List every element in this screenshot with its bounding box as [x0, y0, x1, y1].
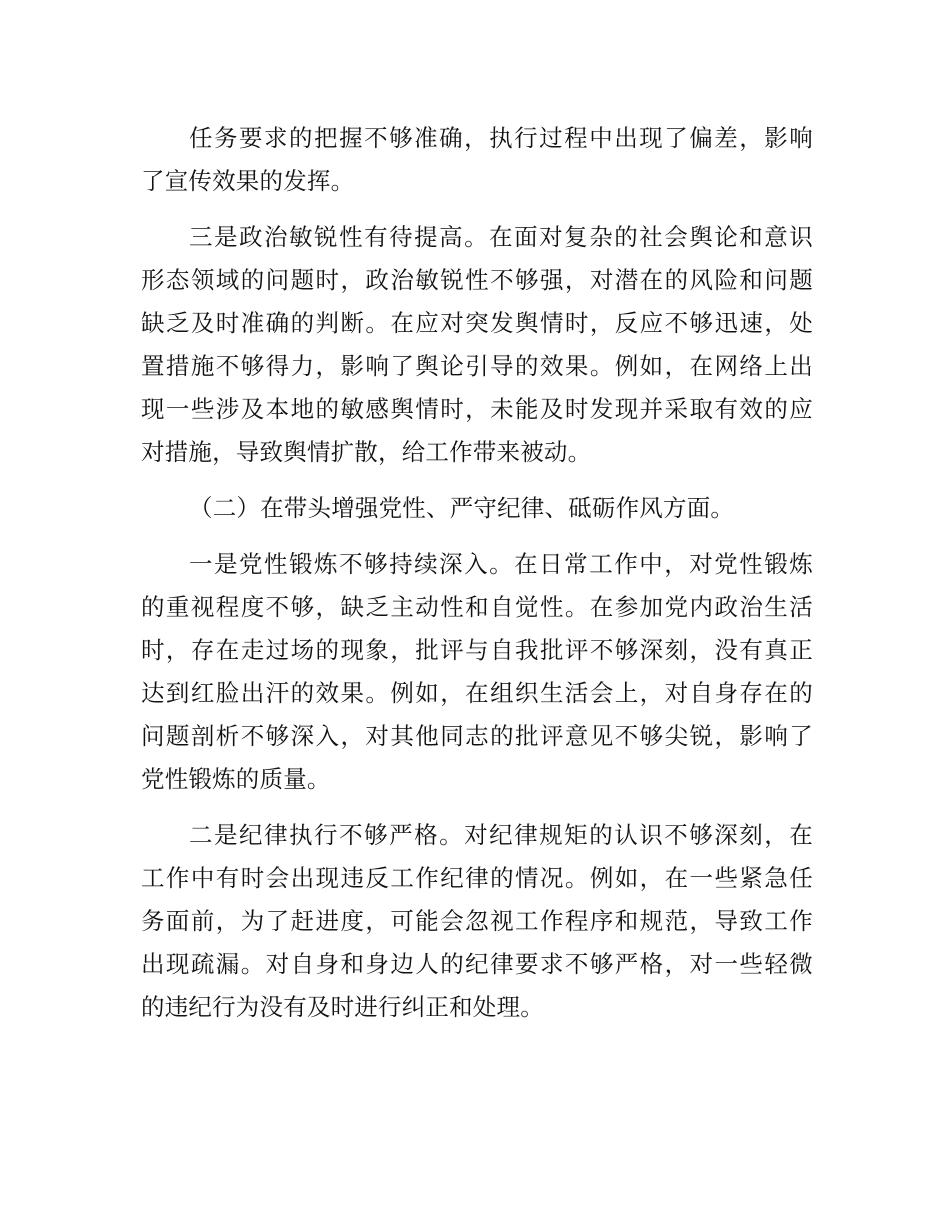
section-heading — [141, 487, 813, 530]
text-line: 达到红脸出汗的效果。例如，在组织生活会上，对自身存在的 — [141, 679, 813, 707]
text-line: 现一些涉及本地的敏感舆情时，未能及时发现并采取有效的应 — [141, 395, 813, 423]
text-line: 问题剖析不够深入，对其他同志的批评意见不够尖锐，影响了 — [141, 722, 813, 750]
text-line: 任务要求的把握不够准确，执行过程中出现了偏差，影响 — [189, 124, 813, 152]
text-line: 了宣传效果的发挥。 — [141, 167, 355, 195]
text-line: 出现疏漏。对自身和身边人的纪律要求不够严格，对一些轻微 — [141, 950, 813, 978]
text-line: 时，存在走过场的现象，批评与自我批评不够深刻，没有真正 — [141, 636, 813, 664]
document-page — [141, 117, 813, 1042]
text-line: 一是党性锻炼不够持续深入。在日常工作中，对党性锻炼 — [189, 550, 813, 578]
text-line: 三是政治敏锐性有待提高。在面对复杂的社会舆论和意识 — [189, 223, 813, 251]
text-line: 的重视程度不够，缺乏主动性和自觉性。在参加党内政治生活 — [141, 593, 813, 621]
text-line: 二是纪律执行不够严格。对纪律规矩的认识不够深刻，在 — [189, 821, 813, 849]
text-line: 务面前，为了赶进度，可能会忽视工作程序和规范，导致工作 — [141, 907, 813, 935]
paragraph-continuation — [141, 117, 813, 203]
section-heading-text: （二）在带头增强党性、严守纪律、砥砺作风方面。 — [189, 494, 735, 522]
text-line: 对措施，导致舆情扩散，给工作带来被动。 — [141, 438, 592, 466]
paragraph-party-spirit — [141, 543, 813, 801]
text-line: 置措施不够得力，影响了舆论引导的效果。例如，在网络上出 — [141, 352, 813, 380]
paragraph-political-sensitivity — [141, 216, 813, 474]
text-line: 党性锻炼的质量。 — [141, 765, 331, 793]
paragraph-discipline — [141, 814, 813, 1029]
text-line: 工作中有时会出现违反工作纪律的情况。例如，在一些紧急任 — [141, 864, 813, 892]
text-line: 形态领域的问题时，政治敏锐性不够强，对潜在的风险和问题 — [141, 266, 813, 294]
text-line: 的违纪行为没有及时进行纠正和处理。 — [141, 993, 544, 1021]
text-line: 缺乏及时准确的判断。在应对突发舆情时，反应不够迅速，处 — [141, 309, 813, 337]
